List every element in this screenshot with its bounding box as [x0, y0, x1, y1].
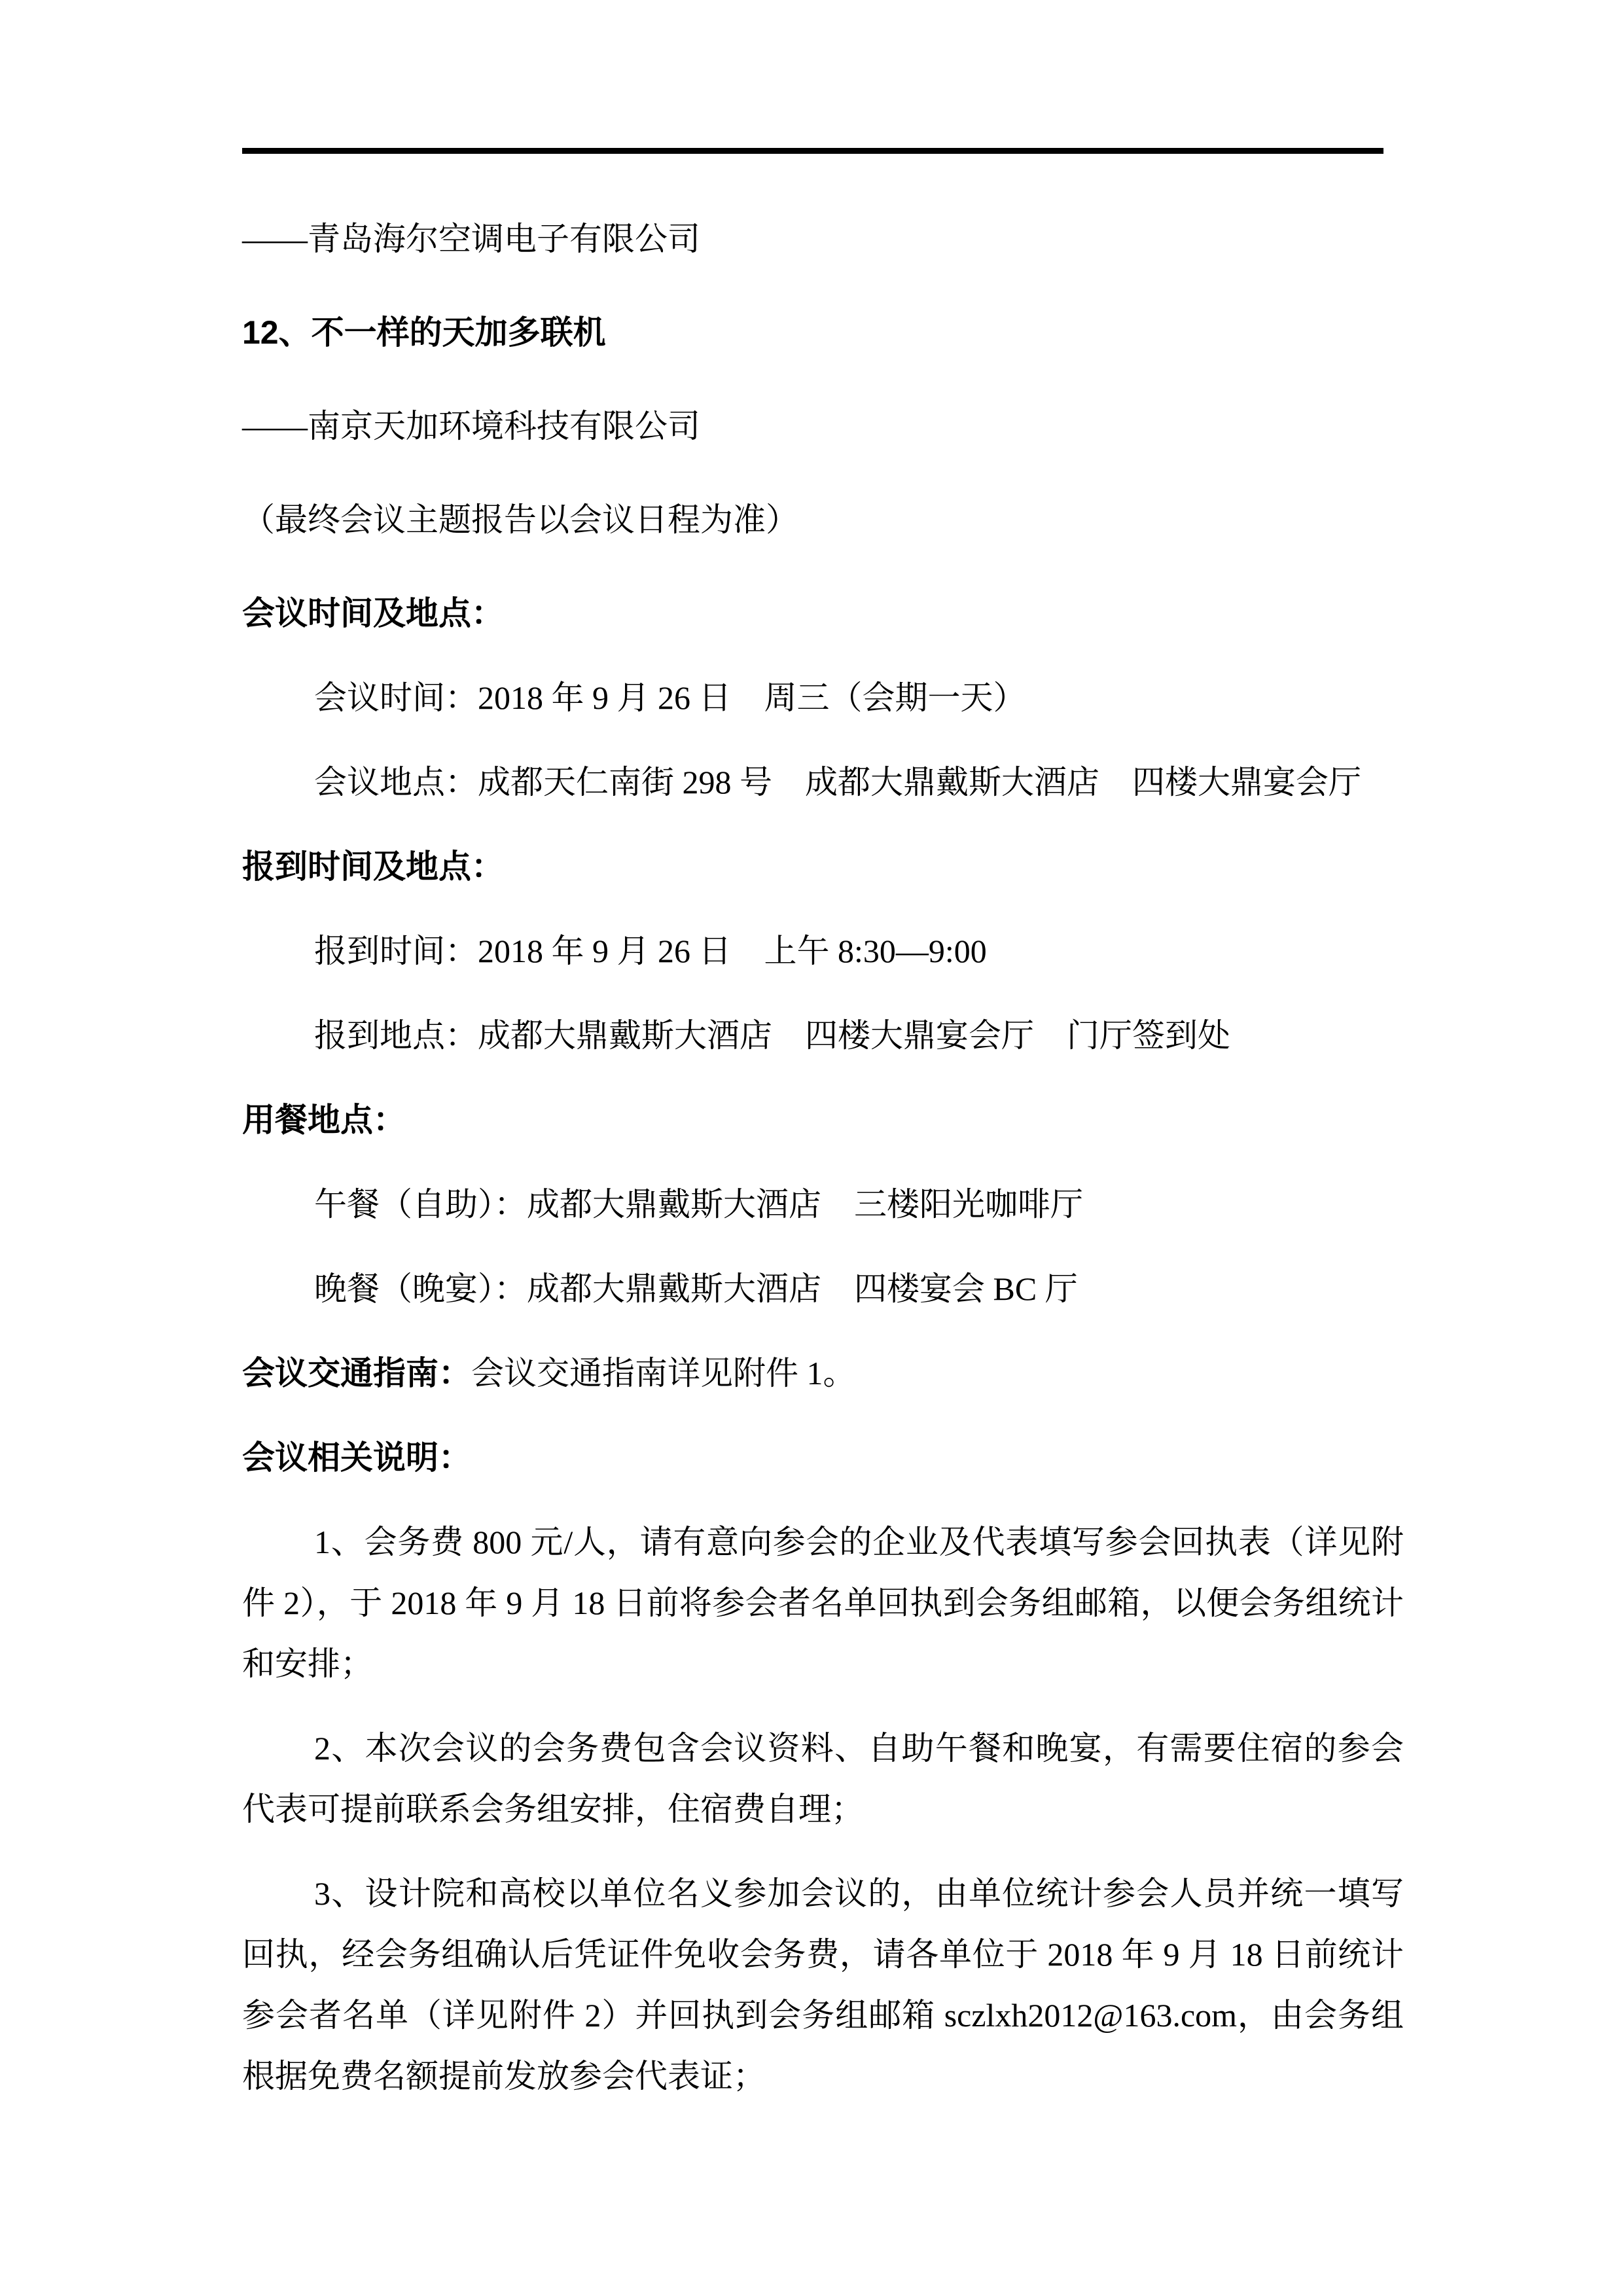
section-heading-dining-location: 用餐地点：: [242, 1102, 406, 1138]
transport-guide-label: 会议交通指南：: [242, 1355, 471, 1391]
checkin-time-line: 报到时间：2018 年 9 月 26 日 上午 8:30—9:00: [314, 933, 987, 969]
header-rule: [242, 148, 1383, 154]
section-heading-meeting-time-location: 会议时间及地点：: [242, 595, 504, 632]
dinner-line: 晚餐（晚宴）：成都大鼎戴斯大酒店 四楼宴会 BC 厅: [314, 1270, 1078, 1307]
agenda-item-12-title: 12、不一样的天加多联机: [242, 314, 606, 351]
meeting-location-line: 会议地点：成都天仁南街 298 号 成都大鼎戴斯大酒店 四楼大鼎宴会厅: [314, 764, 1361, 800]
lunch-line: 午餐（自助）：成都大鼎戴斯大酒店 三楼阳光咖啡厅: [314, 1186, 1083, 1223]
document-content: [242, 209, 1404, 2130]
note-item-1: 1、会务费 800 元/人，请有意向参会的企业及代表填写参会回执表（详见附件 2），于 2018 年 9 月 18 日前将参会者名单回执到会务组邮箱，以便会务组统计和安排；: [242, 1524, 1404, 1682]
attribution-line-1: ——青岛海尔空调电子有限公司: [242, 221, 700, 257]
transport-guide-line: [242, 1343, 1404, 1404]
agenda-note: （最终会议主题报告以会议日程为准）: [242, 501, 798, 538]
checkin-location-line: 报到地点：成都大鼎戴斯大酒店 四楼大鼎宴会厅 门厅签到处: [314, 1017, 1230, 1054]
note-item-3: 3、设计院和高校以单位名义参加会议的，由单位统计参会人员并统一填写回执，经会务组确认后凭证件免收会务费，请各单位于 2018 年 9 月 18 日前统计参会者名单（详见附件 2）并回执到会务组邮箱 sczlxh2012@163.com，由会务组根据免费名额提前发放参会代表证；: [242, 1875, 1404, 2094]
section-heading-checkin-time-location: 报到时间及地点：: [242, 848, 504, 885]
meeting-time-line: 会议时间：2018 年 9 月 26 日 周三（会期一天）: [314, 679, 1026, 716]
note-item-2: 2、本次会议的会务费包含会议资料、自助午餐和晚宴，有需要住宿的参会代表可提前联系会务组安排，住宿费自理；: [242, 1730, 1404, 1827]
transport-guide-text: 会议交通指南详见附件 1。: [471, 1355, 856, 1391]
section-heading-meeting-notes: 会议相关说明：: [242, 1439, 471, 1476]
attribution-line-2: ——南京天加环境科技有限公司: [242, 408, 700, 444]
